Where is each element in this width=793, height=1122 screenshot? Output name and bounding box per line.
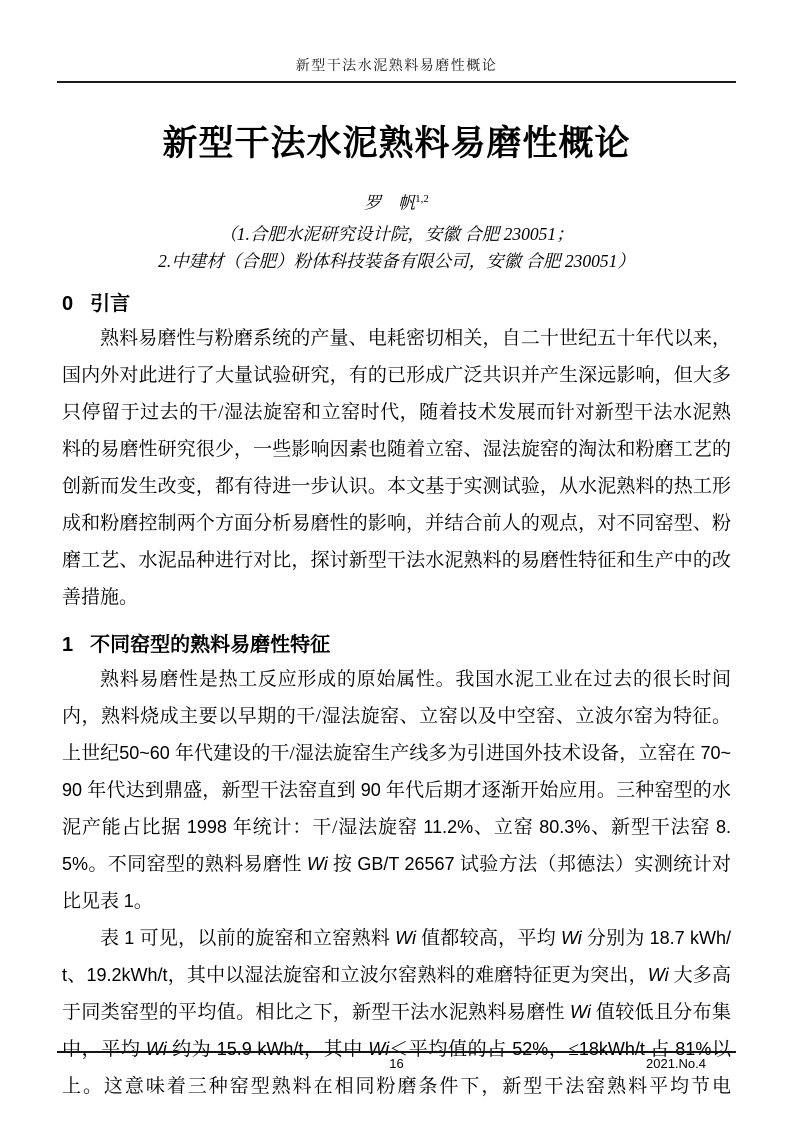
text-run: Wi <box>306 853 328 874</box>
text-run: 、新型干法窑 <box>590 816 716 838</box>
text-run: 试验方法（邦德法）实测统计对比见表 <box>62 853 731 912</box>
text-run: 80.3% <box>539 816 591 837</box>
text-run: 1998 <box>186 816 233 837</box>
text-run: 。不同窑型的熟料易磨性 <box>88 853 307 875</box>
text-run: 大多高于同类窑型的平均值。相比之下，新型干法水泥熟料易磨性 <box>62 964 731 1023</box>
text-run: ＜平均值的占 <box>389 1038 513 1060</box>
text-run: 52% <box>512 1038 549 1059</box>
text-run: ，其中以湿法旋窑和立波尔窑熟料的难磨特征更为突出， <box>167 964 648 986</box>
text-run: 8.5% <box>62 816 731 874</box>
section-title: 不同窑型的熟料易磨性特征 <box>90 633 331 656</box>
text-run: ，≤ <box>548 1038 579 1060</box>
text-run: 1 <box>124 927 140 948</box>
issue-label: 2021.No.4 <box>646 1056 706 1071</box>
text-run: Wi <box>560 927 582 948</box>
section-title: 引言 <box>90 292 131 315</box>
text-run: 年代建设的干/湿法旋窑生产线多为引进国外技术设备，立窑在 <box>174 742 701 764</box>
text-run: 年代达到鼎盛，新型干法窑直到 <box>87 779 361 801</box>
header-rule <box>57 81 736 83</box>
affiliations-block <box>62 221 731 275</box>
text-run: 90 <box>360 779 386 800</box>
footer-row <box>57 1056 736 1074</box>
page-footer <box>57 1051 736 1074</box>
text-run: 81% <box>675 1038 712 1059</box>
text-run: 。 <box>133 890 153 912</box>
text-run: 11.2% <box>423 816 474 837</box>
text-run: 熟料易磨性与粉磨系统的产量、电耗密切相关，自二十世纪五十年代以来，国内外对此进行了大量试验研究，有的已形成广泛共识并产生深远影响，但大多只停留于过去的干/湿法旋窑和立窑时代，随着技术发展而针对新型干法水泥熟料的易磨性研究很少，一些影响因素也随着立窑、湿法旋窑的淘汰和粉磨工艺的创新而发生改变，都有待进一步认识。本文基于实测试验，从水泥熟料的热工形成和粉磨控制两个方面分析易磨性的影响，并结合前人的观点，对不同窑型、粉磨工艺、水泥品种进行对比，探讨新型干法水泥熟料的易磨性特征和生产中的改善措施。 <box>62 327 731 608</box>
text-run: Wi <box>145 1038 167 1059</box>
text-run: 、立窑 <box>473 816 540 838</box>
section-heading <box>62 630 731 660</box>
author-affiliation-marks: 1,2 <box>415 193 429 205</box>
footer-rule <box>57 1051 736 1053</box>
text-run: 18kWh/t <box>578 1038 645 1059</box>
body-paragraph <box>62 661 731 920</box>
text-run: 表 <box>100 927 125 949</box>
text-run: 19.2kWh/t <box>86 964 168 985</box>
text-run: 约为 <box>166 1038 217 1060</box>
text-run: Wi <box>647 964 669 985</box>
text-run: Wi <box>569 1001 591 1022</box>
text-run: 18.7 kWh/t <box>62 927 731 985</box>
text-run: 值都较高，平均 <box>416 927 561 949</box>
affiliation-line-1: （1.合肥水泥研究设计院，安徽 合肥 230051； <box>219 223 574 244</box>
text-run: 按 <box>327 853 358 875</box>
section-number: 1 <box>62 633 74 656</box>
text-run: 可见，以前的旋窑和立窑熟料 <box>139 927 396 949</box>
text-run: 年代后期才逐渐开始应用。三种窑型的水泥产能占比据 <box>62 779 731 838</box>
text-run: 占 <box>644 1038 676 1060</box>
affiliation-line-2: 2.中建材（合肥）粉体科技装备有限公司，安徽 合肥 230051） <box>158 250 635 271</box>
text-run: 15.9 kWh/t <box>216 1038 304 1059</box>
body-sections <box>62 289 731 1105</box>
paper-title: 新型干法水泥熟料易磨性概论 <box>162 124 631 163</box>
body-paragraph <box>62 320 731 616</box>
text-run: 年统计：干/湿法旋窑 <box>232 816 424 838</box>
text-run: Wi <box>395 927 416 948</box>
text-run: 1 <box>123 890 134 911</box>
text-run: 熟料易磨性是热工反应形成的原始属性。我国水泥工业在过去的很长时间内，熟料烧成主要以早期的干/湿法旋窑、立窑以及中空窑、立波尔窑为特征。上世纪 <box>62 668 731 764</box>
section-number: 0 <box>62 292 74 315</box>
text-run: 70~90 <box>62 742 731 800</box>
text-run: 分别为 <box>581 927 650 949</box>
running-title: 新型干法水泥熟料易磨性概论 <box>295 59 498 74</box>
text-run: 50~60 <box>119 742 175 763</box>
author-name: 罗 帆 <box>364 193 416 213</box>
text-run: GB/T 26567 <box>357 853 460 874</box>
text-run: ，其中 <box>303 1038 369 1060</box>
section-heading <box>62 289 731 319</box>
page-number: 16 <box>389 1056 404 1071</box>
author-line <box>62 187 731 216</box>
text-run: 、 <box>67 964 87 986</box>
text-run: Wi <box>368 1038 390 1059</box>
running-header <box>62 0 731 83</box>
text-run: 以上。这意味着三种窑型熟料在相同粉磨条件下，新型干法窑熟料平均节电 <box>62 1038 731 1097</box>
body-paragraph <box>62 920 731 1105</box>
text-run: 值较低且分布集中，平均 <box>62 1001 731 1060</box>
